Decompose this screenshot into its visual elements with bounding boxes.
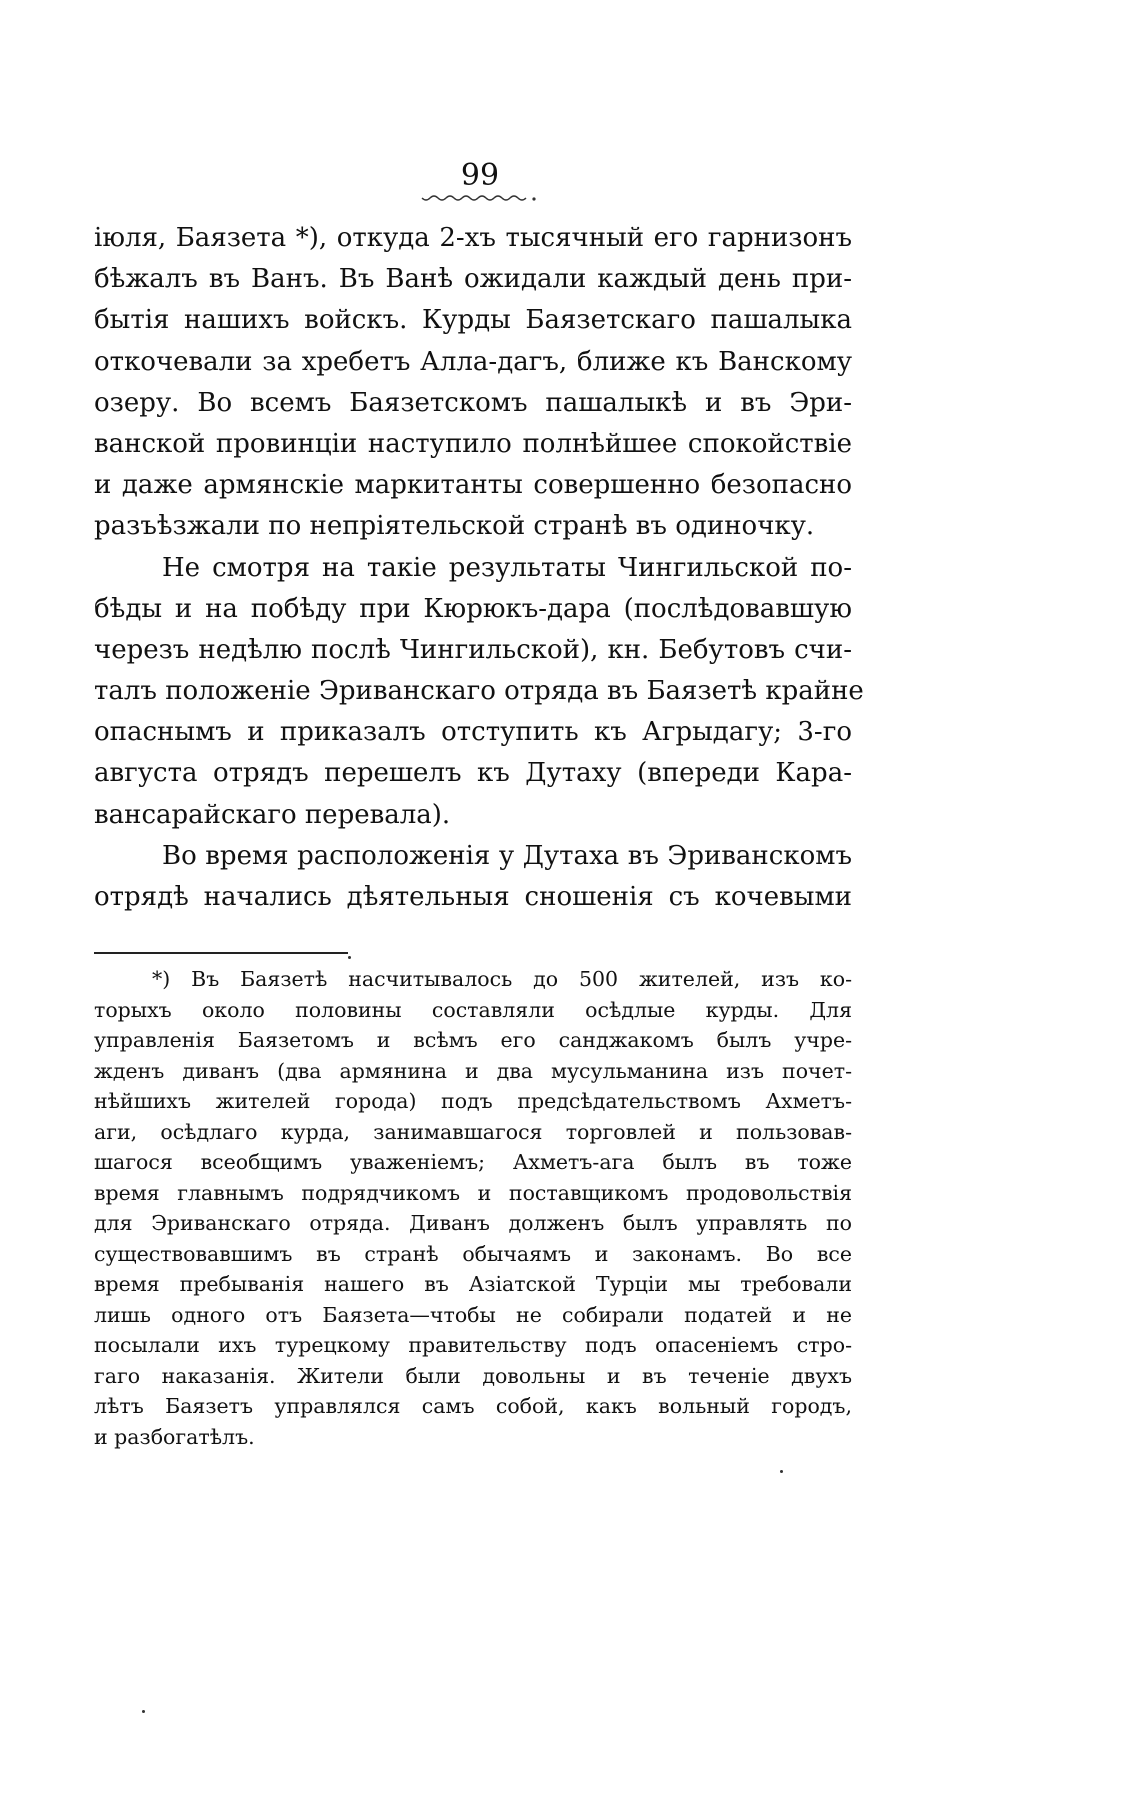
print-speck [142,1710,145,1713]
text-line: августа отрядъ перешелъ къ Дутаху (впереди Кара- [94,758,852,789]
text-line: Не смотря на такіе результаты Чингильской по- [162,552,852,583]
text-line: и даже армянскіе маркитанты совершенно безопасно [94,470,852,501]
print-speck [348,956,351,959]
footnote-line: нѣйшихъ жителей города) подъ предсѣдательствомъ Ахметъ- [94,1089,852,1113]
footnote-line: посылали ихъ турецкому правительству подъ опасеніемъ стро- [94,1333,852,1357]
footnote-separator [94,952,348,954]
print-speck [780,1470,783,1473]
text-line: бѣжалъ въ Ванъ. Въ Ванѣ ожидали каждый день при- [94,264,852,295]
footnote [94,964,852,1452]
text-line: разъѣзжали по непріятельской странѣ въ одиночку. [94,511,815,542]
text-line: бытія нашихъ войскъ. Курды Баязетскаго пашалыка [94,305,852,336]
footnote-line: лѣтъ Баязетъ управлялся самъ собой, какъ вольный городъ, [94,1394,852,1418]
footnote-line: торыхъ около половины составляли осѣдлые курды. Для [94,997,852,1022]
footnote-line: для Эриванскаго отряда. Диванъ долженъ былъ управлять по [94,1211,852,1235]
text-line: черезъ недѣлю послѣ Чингильской), кн. Бебутовъ счи- [94,634,852,665]
text-line: озеру. Во всемъ Баязетскомъ пашалыкѣ и въ Эри- [94,387,852,418]
footnote-line: гаго наказанія. Жители были довольны и въ теченіе двухъ [94,1363,852,1388]
text-line: вансарайскаго перевала). [94,799,451,830]
footnote-line: время главнымъ подрядчикомъ и поставщикомъ продовольствія [94,1180,852,1205]
text-line: талъ положеніе Эриванскаго отряда въ Баязетѣ крайне [94,676,864,707]
page-number: 99 [460,158,500,193]
text-line: ванской провинціи наступило полнѣйшее спокойствіе [94,428,852,459]
page-number-ornament [420,194,540,206]
footnote-line: аги, осѣдлаго курда, занимавшагося торговлей и пользовав- [94,1119,852,1144]
footnote-line: и разбогатѣлъ. [94,1424,255,1449]
text-line: отрядѣ начались дѣятельныя сношенія съ кочевыми [94,882,852,912]
footnote-line: управленія Баязетомъ и всѣмъ его санджакомъ былъ учре- [94,1028,852,1052]
footnote-line: существовавшимъ въ странѣ обычаямъ и законамъ. Во все [94,1241,852,1266]
text-line: опаснымъ и приказалъ отступить къ Агрыдагу; 3-го [94,717,852,748]
footnote-line: жденъ диванъ (два армянина и два мусульманина изъ почет- [94,1058,852,1083]
footnote-line: лишь одного отъ Баязета—чтобы не собирали податей и не [94,1302,852,1327]
footnote-line: *) Въ Баязетѣ насчитывалось до 500 жителей, изъ ко- [152,967,852,991]
text-line: іюля, Баязета *), откуда 2-хъ тысячный его гарнизонъ [94,223,852,253]
text-line: Во время расположенія у Дутаха въ Эриванскомъ [162,840,852,871]
text-line: откочевали за хребетъ Алла-дагъ, ближе къ Ванскому [94,346,852,377]
text-line: бѣды и на побѣду при Кюрюкъ-дара (послѣдовавшую [94,593,852,624]
footnote-line: шагося всеобщимъ уваженіемъ; Ахметъ-ага былъ въ тоже [94,1150,852,1174]
main-text [94,218,864,918]
footnote-line: время пребыванія нашего въ Азіатской Турціи мы требовали [94,1272,852,1296]
